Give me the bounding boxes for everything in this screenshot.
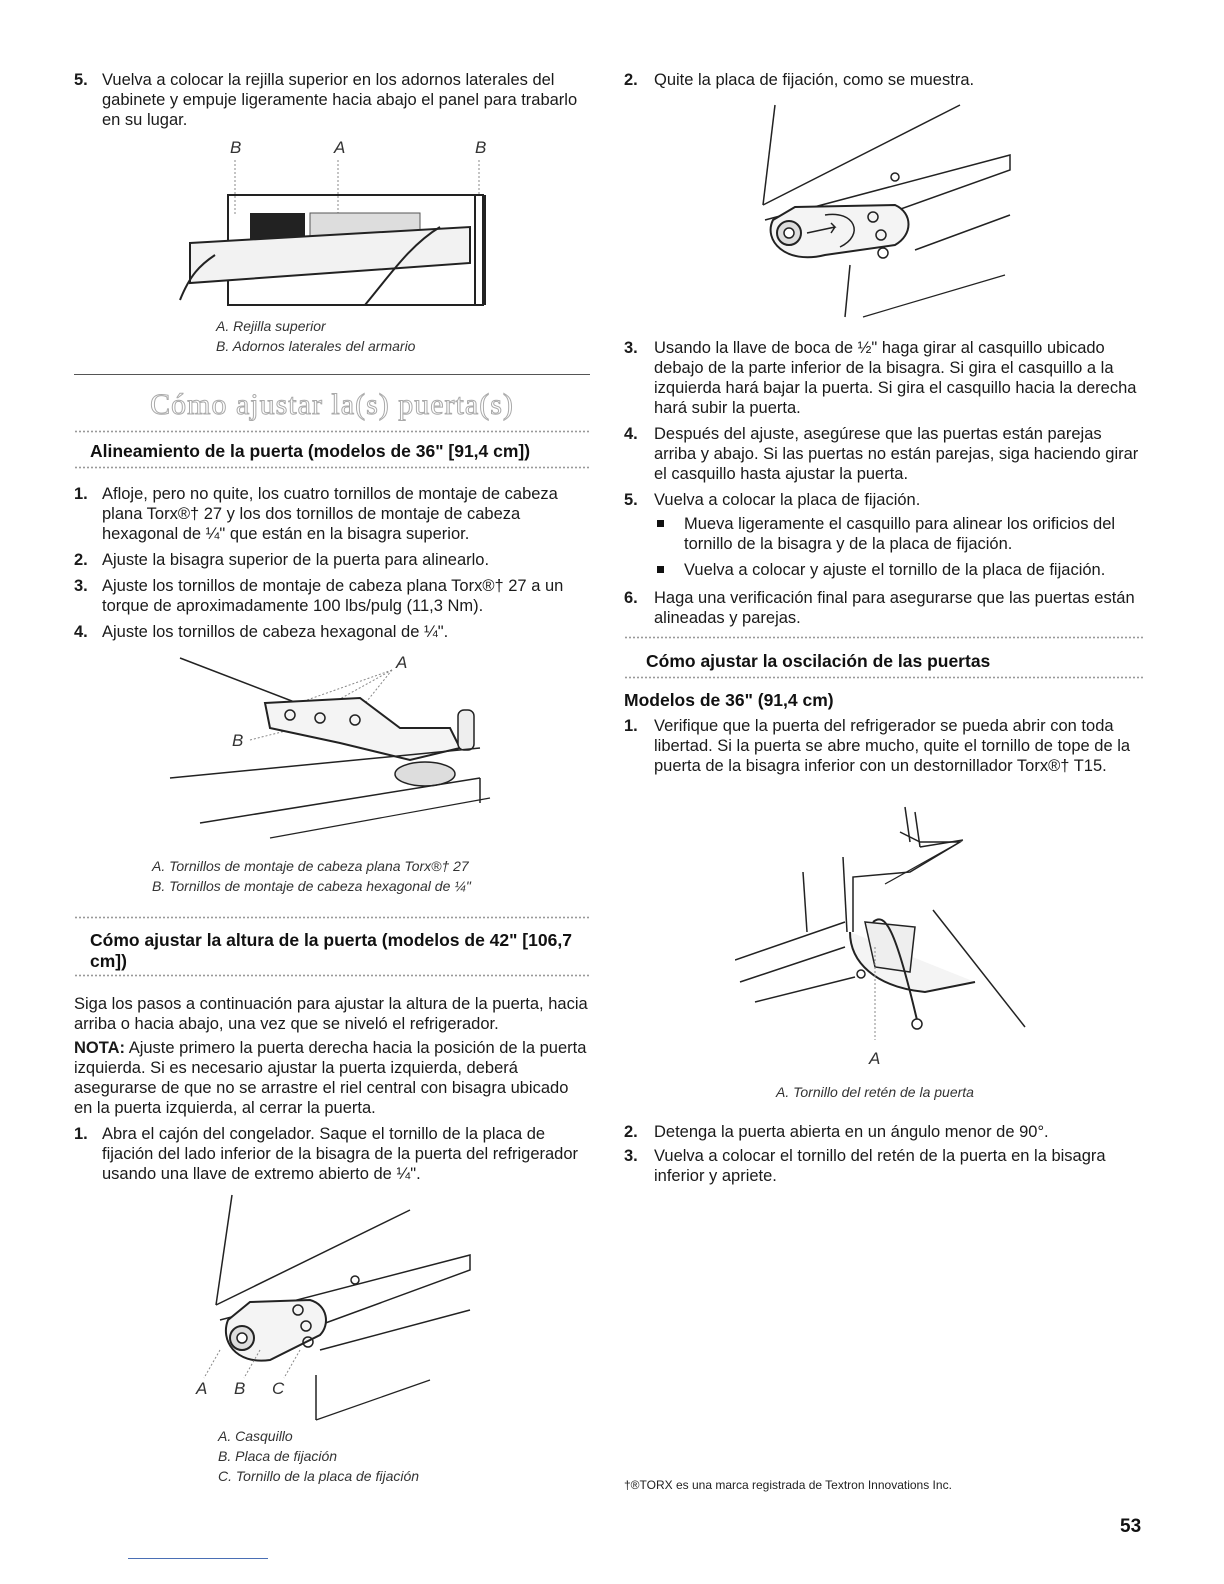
- label-b: B: [234, 1379, 246, 1398]
- heading-rule-top: [74, 430, 590, 433]
- step-number: 1.: [624, 717, 638, 735]
- bullet-text: Mueva ligeramente el casquillo para alinear los orificios del tornillo de la bisagra y de la placa de fijación.: [684, 515, 1116, 553]
- step-text: Ajuste la bisagra superior de la puerta para alinearlo.: [102, 551, 490, 569]
- heading-rule-bottom: [74, 974, 590, 977]
- step-number: 5.: [74, 71, 88, 89]
- step-text: Verifique que la puerta del refrigerador se pueda abrir con toda libertad. Si la puerta se abre mucho, quite el tornillo de tope de la puerta de la bisagra inferior con un destornillador Torx®† T15.: [654, 717, 1131, 775]
- step-number: 2.: [624, 1123, 638, 1141]
- label-c: C: [272, 1379, 285, 1398]
- step-text: Vuelva a colocar el tornillo del retén de la puerta en la bisagra inferior y apriete.: [654, 1147, 1106, 1185]
- step-number: 4.: [624, 425, 638, 443]
- page-number: 53: [1120, 1516, 1142, 1537]
- bottom-rule: [128, 1558, 268, 1559]
- height-intro: Siga los pasos a continuación para ajustar la altura de la puerta, hacia arriba o hacia abajo, una vez que se niveló el refrigerador.: [74, 995, 588, 1033]
- step-number: 3.: [74, 577, 88, 595]
- bushing-illustration: [180, 1190, 480, 1430]
- step-text: Vuelva a colocar la placa de fijación.: [654, 491, 921, 509]
- label-a: A: [334, 138, 346, 157]
- step-number: 3.: [624, 339, 638, 357]
- step-number: 1.: [74, 485, 88, 503]
- heading-rule-top: [624, 636, 1144, 639]
- bullet-text: Vuelva a colocar y ajuste el tornillo de la placa de fijación.: [684, 561, 1106, 579]
- nota-text: Ajuste primero la puerta derecha hacia la posición de la puerta izquierda. Si es necesario ajustar la puerta izquierda, deberá asegurarse de que no se arrastre el riel central con bisagra ubicado en la puerta izquierda, al cerrar la puerta.: [74, 1039, 587, 1117]
- step-text: Ajuste los tornillos de montaje de cabeza plana Torx®† 27 a un torque de aproximadamente 100 lbs/pulg (11,3 Nm).: [102, 577, 564, 615]
- step-text: Ajuste los tornillos de cabeza hexagonal de ¼".: [102, 623, 449, 641]
- step-text: Abra el cajón del congelador. Saque el tornillo de la placa de fijación del lado inferior de la bisagra de la puerta del refrigerador usando una llave de extremo abierto de ¼".: [102, 1125, 579, 1183]
- height-heading: Cómo ajustar la altura de la puerta (modelos de 42" [106,7 cm]): [90, 930, 572, 971]
- label-a: A: [196, 1379, 208, 1398]
- align-heading: Alineamiento de la puerta (modelos de 36" [91,4 cm]): [90, 441, 531, 461]
- step-text: Quite la placa de fijación, como se muestra.: [654, 71, 975, 89]
- label-a: A: [396, 653, 408, 672]
- door-stop-illustration: [735, 802, 1035, 1072]
- step-text: Después del ajuste, asegúrese que las puertas están parejas arriba y abajo. Si las puertas no están parejas, siga haciendo girar el casquillo hasta ajustar la puerta.: [654, 425, 1139, 483]
- caption-b: B. Placa de fijación: [218, 1448, 338, 1464]
- top-hinge-illustration: [160, 648, 520, 848]
- heading-rule-bottom: [74, 466, 590, 469]
- caption-c: C. Tornillo de la placa de fijación: [218, 1468, 420, 1484]
- step-text: Haga una verificación final para asegurarse que las puertas están alineadas y parejas.: [654, 589, 1135, 627]
- label-a: A: [869, 1049, 881, 1068]
- step-number: 4.: [74, 623, 88, 641]
- step-text: Vuelva a colocar la rejilla superior en los adornos laterales del gabinete y empuje ligeramente hacia abajo el panel para trabarlo en su lugar.: [102, 71, 578, 129]
- label-b-left: B: [230, 138, 242, 157]
- bullet-marker: [657, 566, 664, 573]
- caption-a: A. Tornillos de montaje de cabeza plana Torx®† 27: [152, 858, 469, 874]
- models-heading: Modelos de 36" (91,4 cm): [624, 690, 834, 710]
- caption-b: B. Adornos laterales del armario: [216, 338, 416, 354]
- heading-rule-top: [74, 916, 590, 919]
- section-divider: [74, 374, 590, 375]
- bullet-marker: [657, 520, 664, 527]
- label-b: B: [232, 731, 244, 750]
- heading-rule-bottom: [624, 676, 1144, 679]
- fixing-plate-illustration: [745, 95, 1035, 325]
- step-number: 1.: [74, 1125, 88, 1143]
- caption-a: A. Rejilla superior: [216, 318, 326, 334]
- grille-illustration: [170, 135, 510, 310]
- swing-heading: Cómo ajustar la oscilación de las puertas: [646, 651, 991, 671]
- nota-paragraph: [74, 1038, 590, 1118]
- nota-label: NOTA:: [74, 1039, 126, 1057]
- step-text: Afloje, pero no quite, los cuatro tornillos de montaje de cabeza plana Torx®† 27 y los dos tornillos de montaje de cabeza hexagonal de ¼" que están en la bisagra superior.: [102, 485, 558, 543]
- step-number: 2.: [74, 551, 88, 569]
- caption-a: A. Tornillo del retén de la puerta: [776, 1084, 974, 1100]
- step-text: Detenga la puerta abierta en un ángulo menor de 90°.: [654, 1123, 1049, 1141]
- step-number: 5.: [624, 491, 638, 509]
- step-number: 2.: [624, 71, 638, 89]
- step-number: 6.: [624, 589, 638, 607]
- section-title: Cómo ajustar la(s) puerta(s): [150, 388, 514, 421]
- label-b-right: B: [475, 138, 487, 157]
- step-text: Usando la llave de boca de ½" haga girar al casquillo ubicado debajo de la parte inferior de la bisagra. Si gira el casquillo a la izquierda hará bajar la puerta. Si gira el casquillo hacia la derecha hará subir la puerta.: [654, 339, 1137, 417]
- step-number: 3.: [624, 1147, 638, 1165]
- footnote: †®TORX es una marca registrada de Textron Innovations Inc.: [624, 1478, 952, 1492]
- caption-a: A. Casquillo: [218, 1428, 293, 1444]
- caption-b: B. Tornillos de montaje de cabeza hexagonal de ¼": [152, 878, 471, 894]
